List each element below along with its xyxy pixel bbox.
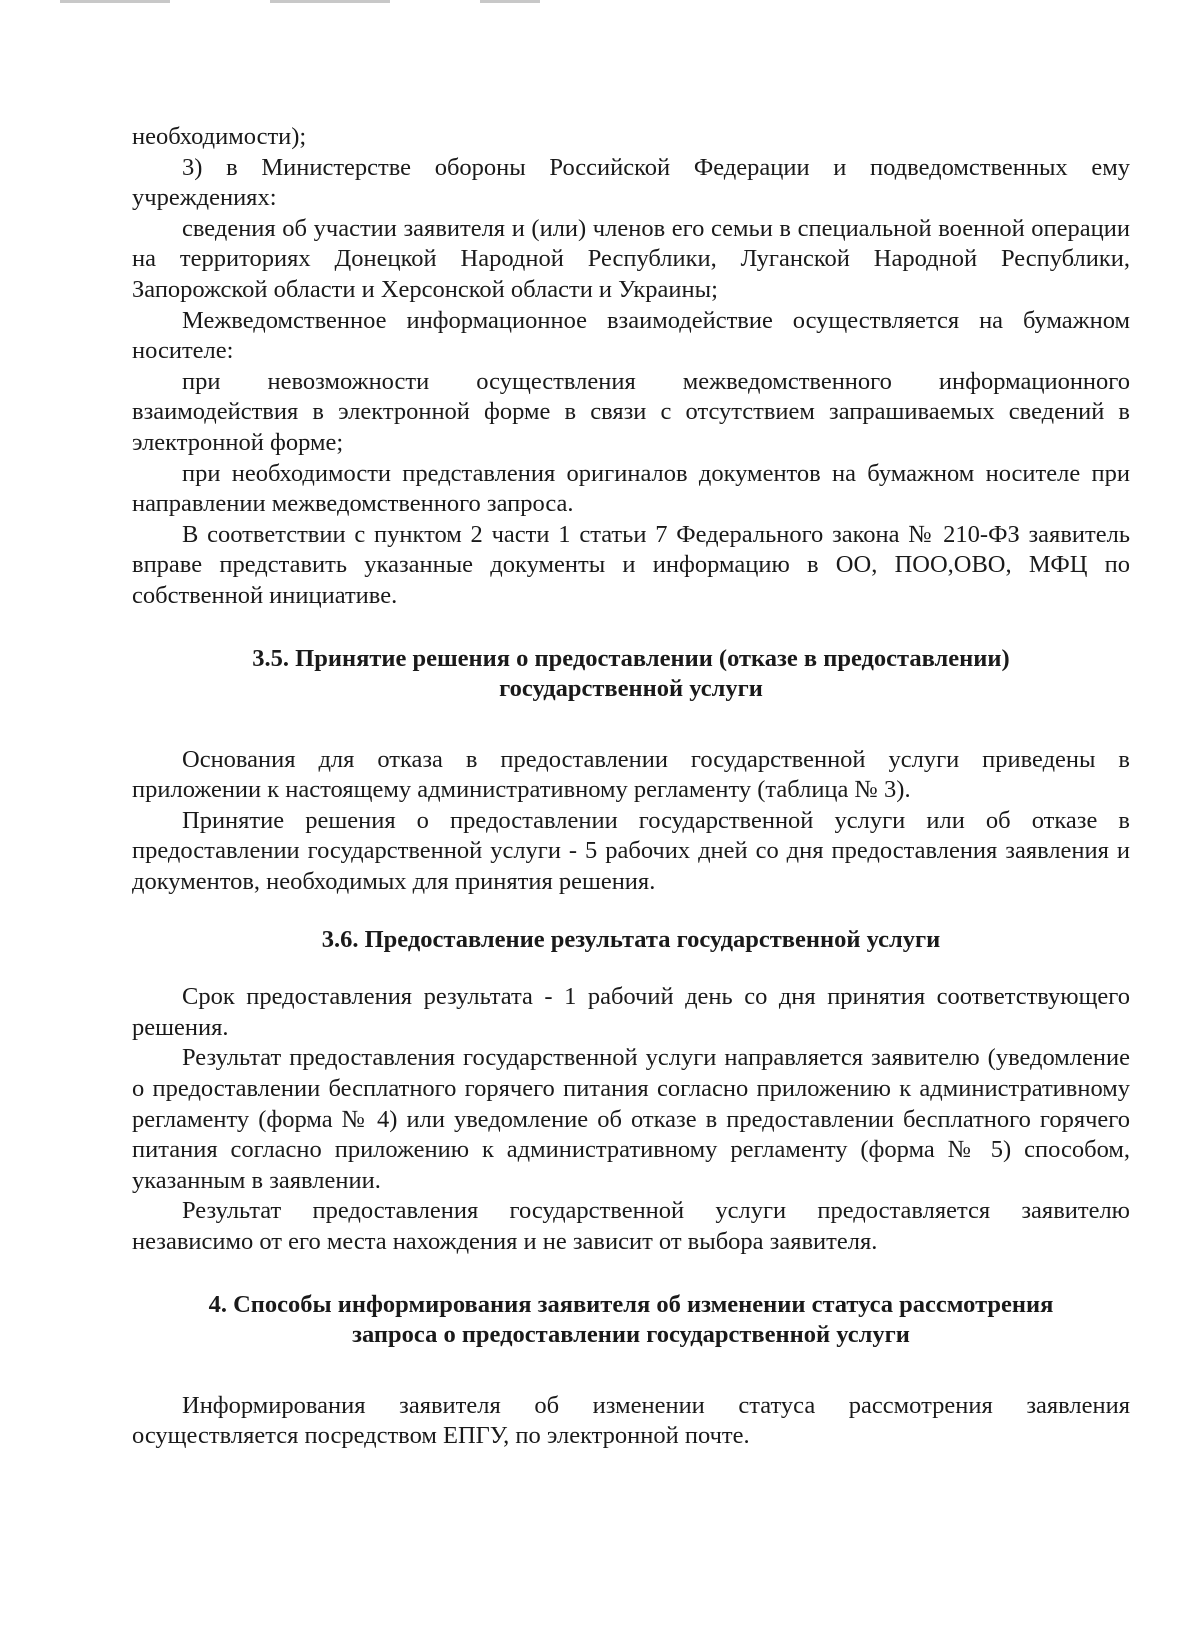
section-heading-3-5 bbox=[132, 644, 1130, 705]
paragraph: Принятие решения о предоставлении государственной услуги или об отказе в предоставлении государственной услуги - 5 рабочих дней со дня предоставления заявления и документов, необходимых для принятия решения. bbox=[132, 806, 1130, 896]
scan-artifact bbox=[480, 0, 540, 3]
spacer bbox=[132, 612, 1130, 644]
spacer bbox=[132, 898, 1130, 925]
spacer bbox=[132, 705, 1130, 745]
heading-line: 4. Способы информирования заявителя об изменении статуса рассмотрения bbox=[208, 1290, 1054, 1318]
paragraph: В соответствии с пунктом 2 части 1 статьи 7 Федерального закона № 210-ФЗ заявитель вправе представить указанные документы и информацию в ОО, ПОО,ОВО, МФЦ по собственной инициативе. bbox=[132, 520, 1130, 609]
paragraph: Результат предоставления государственной услуги предоставляется заявителю независимо от его места нахождения и не зависит от выбора заявителя. bbox=[132, 1197, 1130, 1255]
paragraph: Основания для отказа в предоставлении государственной услуги приведены в приложении к настоящему административному регламенту (таблица № 3). bbox=[132, 745, 1130, 804]
paragraph: Результат предоставления государственной услуги направляется заявителю (уведомление о предоставлении бесплатного горячего питания согласно приложению к административному регламенту (форма № 4) или уведомление об отказе в предоставлении бесплатного горячего питания согласно приложению к административному регламенту (форма № 5) способом, указанным в заявлении. bbox=[132, 1044, 1130, 1194]
paragraph: Срок предоставления результата - 1 рабочий день со дня принятия соответствующего решения. bbox=[132, 983, 1130, 1041]
section-heading-3-6: 3.6. Предоставление результата государственной услуги bbox=[321, 925, 941, 953]
document-page bbox=[132, 122, 1130, 1452]
paragraph: Межведомственное информационное взаимодействие осуществляется на бумажном носителе: bbox=[132, 306, 1130, 365]
heading-line: государственной услуги bbox=[499, 675, 763, 703]
heading-line: 3.5. Принятие решения о предоставлении (отказе в предоставлении) bbox=[252, 644, 1010, 672]
paragraph: 3) в Министерстве обороны Российской Федерации и подведомственных ему учреждениях: bbox=[132, 153, 1130, 212]
heading-line: запроса о предоставлении государственной услуги bbox=[352, 1321, 910, 1349]
paragraph: при невозможности осуществления межведомственного информационного взаимодействия в электронной форме в связи с отсутствием запрашиваемых сведений в электронной форме; bbox=[132, 367, 1130, 456]
paragraph: Информирования заявителя об изменении статуса рассмотрения заявления осуществляется посредством ЕПГУ, по электронной почте. bbox=[132, 1391, 1130, 1450]
scan-artifact bbox=[60, 0, 170, 3]
scan-artifact bbox=[270, 0, 390, 3]
spacer bbox=[132, 955, 1130, 982]
paragraph: сведения об участии заявителя и (или) членов его семьи в специальной военной операции на территориях Донецкой Народной Республики, Луганской Народной Республики, Запорожской области и Херсонской области и Украины; bbox=[132, 214, 1130, 303]
section-heading-4 bbox=[132, 1290, 1130, 1351]
spacer bbox=[132, 1258, 1130, 1290]
paragraph: при необходимости представления оригиналов документов на бумажном носителе при направлении межведомственного запроса. bbox=[132, 459, 1130, 518]
paragraph: необходимости); bbox=[132, 123, 307, 150]
spacer bbox=[132, 1351, 1130, 1391]
